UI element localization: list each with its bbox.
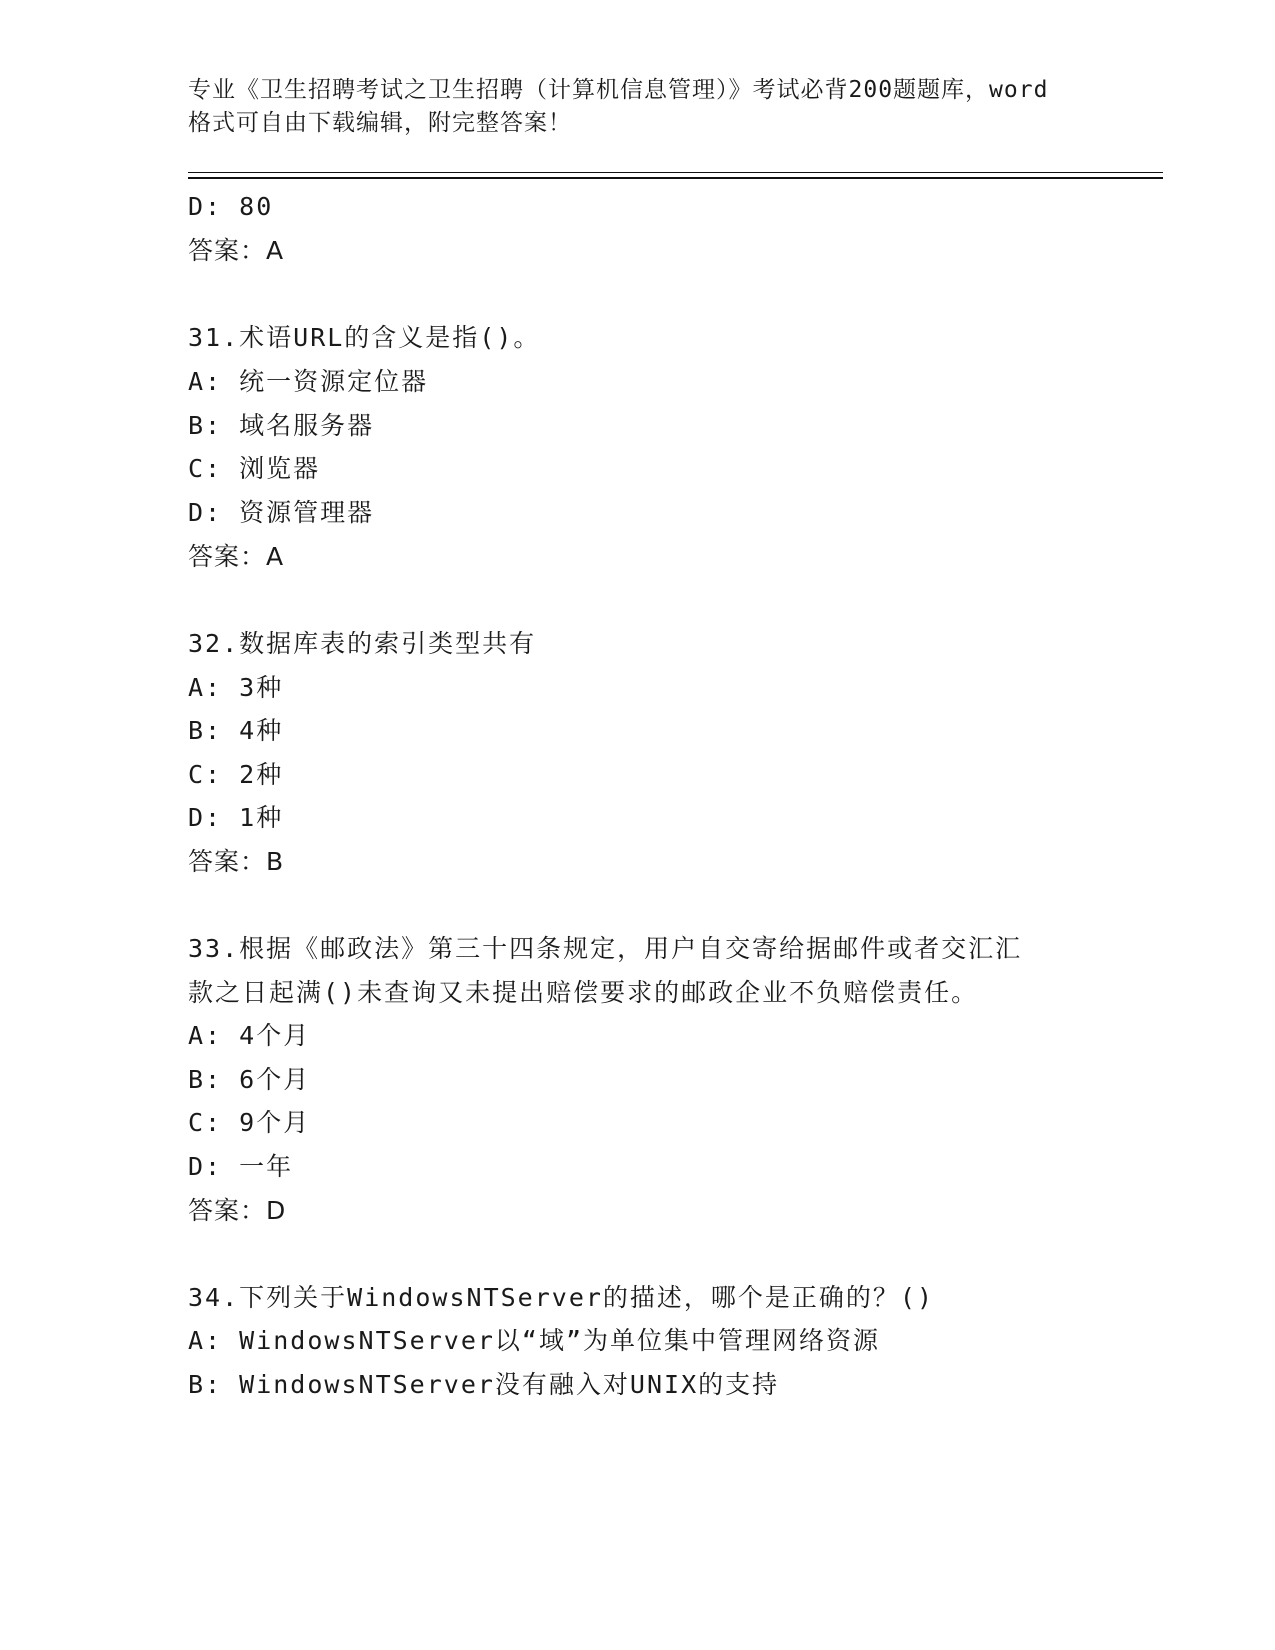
header-title-line-2: 格式可自由下载编辑，附完整答案！	[188, 110, 572, 136]
header-title-line-1: 专业《卫生招聘考试之卫生招聘（计算机信息管理）》考试必背200题题库，word	[188, 77, 1049, 103]
question-33-option-a: A: 4个月	[188, 1021, 311, 1050]
question-31-option-b: B: 域名服务器	[188, 411, 375, 440]
question-32-option-a: A: 3种	[188, 673, 284, 702]
question-33-stem-line-1: 33.根据《邮政法》第三十四条规定，用户自交寄给据邮件或者交汇汇	[188, 934, 1023, 963]
question-32-option-d: D: 1种	[188, 803, 284, 832]
question-33-answer: 答案：D	[188, 1196, 287, 1225]
question-32-answer: 答案：B	[188, 847, 285, 876]
question-32-option-c: C: 2种	[188, 760, 284, 789]
question-31-option-c: C: 浏览器	[188, 454, 321, 483]
question-34-option-a: A: WindowsNTServer以“域”为单位集中管理网络资源	[188, 1326, 881, 1355]
question-31-stem: 31.术语URL的含义是指()。	[188, 323, 541, 352]
question-32-option-b: B: 4种	[188, 716, 284, 745]
question-33-option-c: C: 9个月	[188, 1108, 311, 1137]
question-31-answer: 答案：A	[188, 542, 285, 571]
question-31-option-d: D: 资源管理器	[188, 498, 375, 527]
header-divider-bottom	[188, 177, 1163, 179]
question-32-stem: 32.数据库表的索引类型共有	[188, 629, 537, 658]
question-34-option-b: B: WindowsNTServer没有融入对UNIX的支持	[188, 1370, 780, 1399]
question-34-stem: 34.下列关于WindowsNTServer的描述，哪个是正确的？()	[188, 1283, 935, 1312]
prev-option-d: D: 80	[188, 192, 274, 221]
question-33-option-d: D: 一年	[188, 1152, 294, 1181]
question-31-option-a: A: 统一资源定位器	[188, 367, 429, 396]
prev-answer: 答案：A	[188, 236, 285, 265]
document-header	[188, 74, 1088, 140]
question-33-stem-line-2: 款之日起满()未查询又未提出赔偿要求的邮政企业不负赔偿责任。	[188, 978, 979, 1007]
question-33-option-b: B: 6个月	[188, 1065, 311, 1094]
header-divider-top	[188, 172, 1163, 173]
